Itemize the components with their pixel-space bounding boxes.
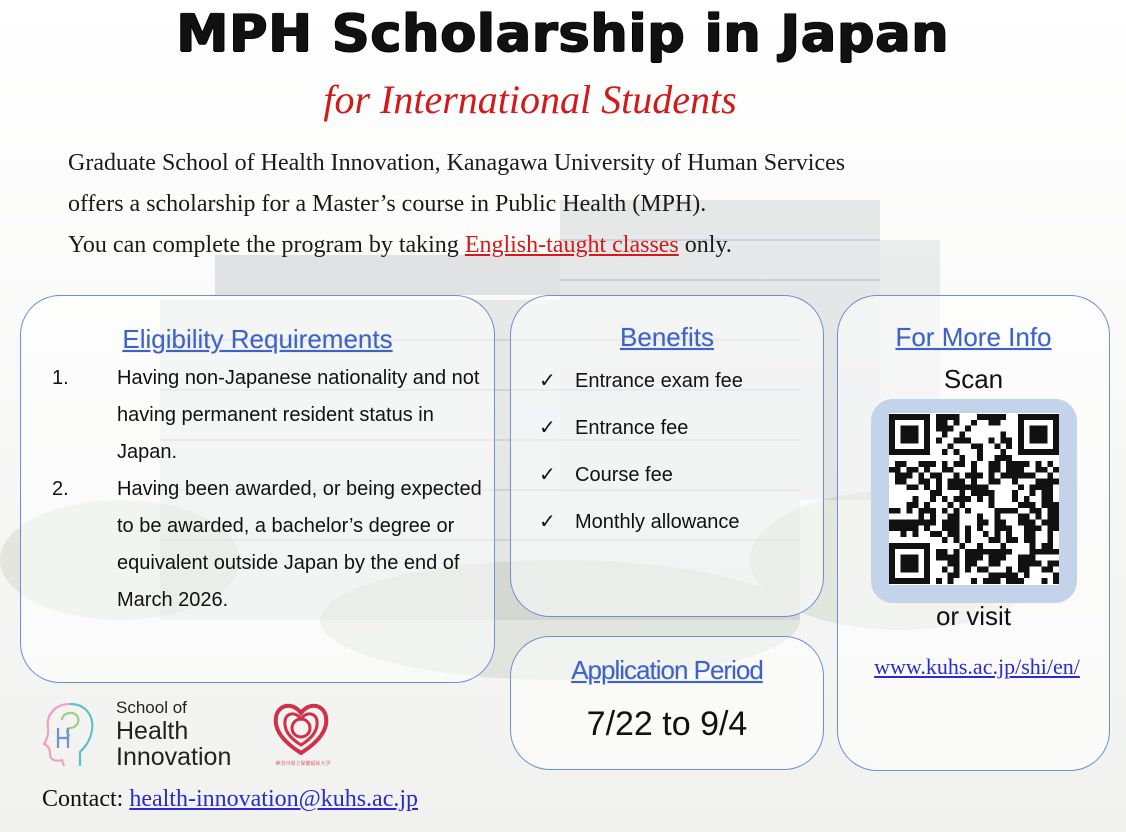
university-logo-icon — [268, 695, 334, 761]
benefit-item-label: Course fee — [575, 464, 673, 486]
website-link[interactable]: www.kuhs.ac.jp/shi/en/ — [874, 654, 1080, 679]
health-innovation-logo-icon — [40, 698, 100, 768]
school-logo-text — [116, 698, 231, 770]
or-visit-label: or visit — [935, 601, 1012, 631]
intro-line-3-prefix: You can complete the program by taking — [68, 232, 465, 258]
more-info-title: For More Info — [895, 322, 1052, 352]
university-logo-caption: 神奈川県立保健福祉大学 — [275, 761, 331, 767]
benefit-item — [539, 413, 743, 460]
intro-line-3 — [68, 225, 1078, 266]
eligibility-item-text: Having non-Japanese nationality and not having permanent resident status in Japan. — [117, 367, 480, 463]
contact-line — [42, 786, 418, 813]
eligibility-item-number: 2. — [52, 478, 69, 500]
checkmark-icon: ✓ — [539, 370, 556, 392]
school-logo-line-1: School of — [116, 698, 187, 717]
eligibility-title: Eligibility Requirements — [122, 324, 393, 354]
application-period-dates: 7/22 to 9/4 — [586, 705, 748, 743]
eligibility-item-text: Having been awarded, or being expected to be awarded, a bachelor’s degree or equivalent outside Japan by the end of March 2026. — [117, 478, 482, 611]
scan-label: Scan — [943, 364, 1004, 394]
school-logo-line-3: Innovation — [116, 743, 232, 771]
eligibility-list — [21, 360, 491, 619]
page-title: MPH Scholarship in Japan — [176, 4, 950, 64]
benefits-card — [510, 295, 824, 617]
more-info-card — [837, 295, 1110, 771]
intro-line-2: offers a scholarship for a Master’s course in Public Health (MPH). — [68, 191, 707, 217]
benefit-item-label: Monthly allowance — [575, 511, 740, 533]
benefit-item-label: Entrance exam fee — [575, 370, 743, 392]
contact-label: Contact: — [42, 786, 130, 812]
qr-code[interactable] — [889, 413, 1059, 585]
page-subtitle: for International Students — [323, 77, 737, 122]
eligibility-card — [20, 295, 495, 683]
benefit-item — [539, 366, 743, 413]
checkmark-icon: ✓ — [539, 464, 556, 486]
contact-email-link[interactable]: health-innovation@kuhs.ac.jp — [129, 786, 419, 812]
english-taught-highlight: English-taught classes — [464, 232, 679, 258]
benefit-item — [539, 507, 743, 554]
qr-code-frame — [871, 399, 1077, 603]
eligibility-item-number: 1. — [52, 367, 69, 389]
benefits-list — [539, 366, 743, 554]
application-period-card — [510, 636, 824, 770]
checkmark-icon: ✓ — [539, 511, 556, 533]
school-logo-line-2: Health — [116, 717, 189, 745]
intro-line-1: Graduate School of Health Innovation, Kanagawa University of Human Services — [68, 150, 846, 176]
benefit-item — [539, 460, 743, 507]
eligibility-item — [21, 360, 491, 471]
benefit-item-label: Entrance fee — [575, 417, 689, 439]
application-period-title: Application Period — [571, 655, 763, 685]
eligibility-item — [21, 471, 491, 619]
benefits-title: Benefits — [620, 322, 714, 352]
intro-line-3-suffix: only. — [678, 232, 732, 258]
checkmark-icon: ✓ — [539, 417, 556, 439]
intro-paragraph — [68, 143, 1078, 266]
